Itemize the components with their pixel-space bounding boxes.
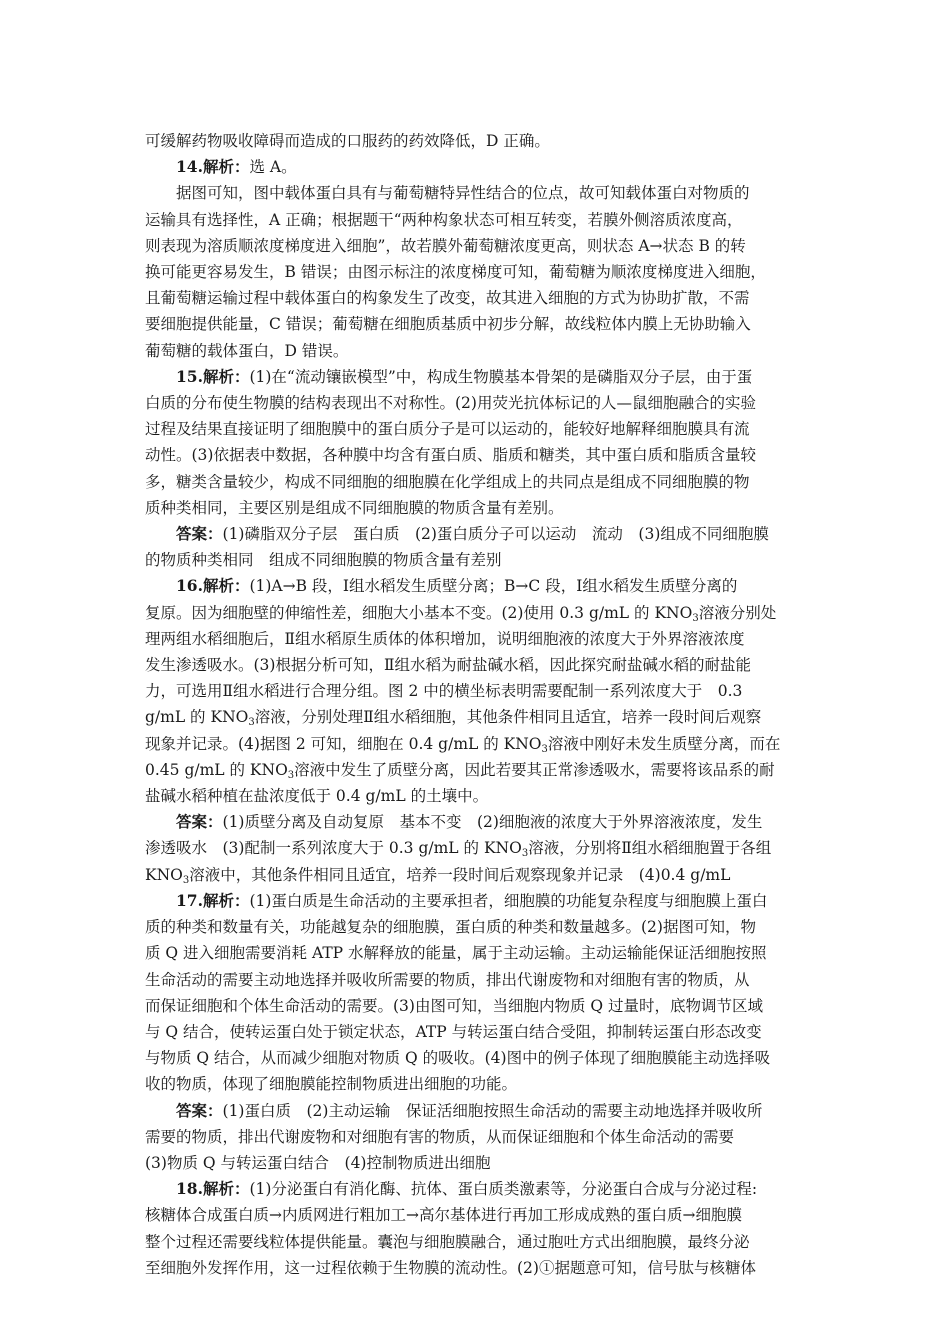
text-line: 整个过程还需要线粒体提供能量。囊泡与细胞膜融合，通过胞吐方式出细胞膜，最终分泌	[145, 1232, 750, 1251]
text-line: 则表现为溶质顺浓度梯度进入细胞”，故若膜外葡萄糖浓度更高，则状态 A→状态 B 的转	[145, 236, 746, 255]
answer-page	[145, 128, 810, 1281]
text-line: 质种类相同，主要区别是组成不同细胞膜的物质含量有差别。	[145, 498, 564, 517]
q16-heading	[145, 573, 810, 599]
text-line: 可缓解药物吸收障碍而造成的口服药的药效降低，D 正确。	[145, 132, 550, 150]
a16-answer	[145, 809, 810, 835]
text-line: 与物质 Q 结合，从而减少细胞对物质 Q 的吸收。(4)图中的例子体现了细胞膜能主动选择吸	[145, 1049, 771, 1068]
text-line: 过程及结果直接证明了细胞膜中的蛋白质分子是可以运动的，能较好地解释细胞膜具有流	[145, 420, 750, 439]
subscript: 3	[287, 769, 295, 781]
subscript: 3	[182, 874, 190, 886]
subscript: 3	[692, 612, 699, 624]
text-line	[145, 600, 810, 626]
text-span: (1)质壁分离及自动复原 基本不变 (2)细胞液的浓度大于外界溶液浓度，发生	[222, 813, 763, 832]
q15-label: 15.解析：	[176, 366, 250, 386]
text-line	[145, 835, 810, 861]
text-span: 渗透吸水 (3)配制一系列浓度大于 0.3 g/mL 的 KNO	[145, 839, 522, 858]
text-line: 力，可选用Ⅱ组水稻进行合理分组。图 2 中的横坐标表明需要配制一系列浓度大于 0.3	[145, 682, 743, 701]
text-line: (3)物质 Q 与转运蛋白结合 (4)控制物质进出细胞	[145, 1153, 491, 1172]
text-span: 溶液中刚好未发生质壁分离，而在	[547, 734, 781, 753]
text-line: 盐碱水稻种植在盐浓度低于 0.4 g/mL 的土壤中。	[145, 787, 489, 806]
q18-label: 18.解析：	[176, 1179, 250, 1199]
text-span: (1)A→B 段，Ⅰ组水稻发生质壁分离；B→C 段，Ⅰ组水稻发生质壁分离的	[249, 577, 738, 596]
text-line: 质 Q 进入细胞需要消耗 ATP 水解释放的能量，属于主动运输。主动运输能保证活细胞按照	[145, 944, 767, 963]
q18-heading	[145, 1176, 810, 1202]
text-line	[145, 757, 810, 783]
text-line: 收的物质，体现了细胞膜能控制物质进出细胞的功能。	[145, 1075, 518, 1094]
a15-answer	[145, 521, 810, 547]
q14-choice: 选 A。	[249, 158, 297, 177]
text-span: KNO	[145, 865, 183, 884]
answer-label: 答案：	[176, 812, 223, 832]
text-line: 运输具有选择性，A 正确；根据题干“两种构象状态可相互转变，若膜外侧溶质浓度高，	[145, 210, 743, 229]
subscript: 3	[541, 743, 548, 755]
q17-heading	[145, 888, 810, 914]
text-span: 溶液分别处	[698, 603, 777, 622]
text-span: g/mL 的 KNO	[145, 708, 249, 727]
text-span: (1)在“流动镶嵌模型”中，构成生物膜基本骨架的是磷脂双分子层，由于蛋	[249, 367, 753, 386]
text-span: (1)蛋白质是生命活动的主要承担者，细胞膜的功能复杂程度与细胞膜上蛋白	[249, 891, 768, 910]
answer-label: 答案：	[176, 1100, 223, 1120]
text-line: 的物质种类相同 组成不同细胞膜的物质含量有差别	[145, 551, 502, 570]
text-line: 理两组水稻细胞后，Ⅱ组水稻原生质体的体积增加，说明细胞液的浓度大于外界溶液浓度	[145, 629, 745, 648]
q14-label: 14.解析：	[176, 157, 250, 177]
text-line: 换可能更容易发生，B 错误；由图示标注的浓度梯度可知，葡萄糖为顺浓度梯度进入细胞，	[145, 263, 766, 282]
answer-label: 答案：	[176, 524, 223, 544]
subscript: 3	[521, 848, 529, 860]
text-span: 0.45 g/mL 的 KNO	[145, 760, 288, 779]
q14-heading	[145, 154, 810, 180]
text-line: 据图可知，图中载体蛋白具有与葡萄糖特异性结合的位点，故可知载体蛋白对物质的	[176, 184, 750, 203]
text-span: (1)分泌蛋白有消化酶、抗体、蛋白质类激素等，分泌蛋白合成与分泌过程:	[249, 1180, 758, 1199]
text-span: 溶液中发生了质壁分离，因此若要其正常渗透吸水，需要将该品系的耐	[294, 760, 775, 779]
text-line: 生命活动的需要主动地选择并吸收所需要的物质，排出代谢废物和对细胞有害的物质，从	[145, 970, 750, 989]
text-line: 与 Q 结合，使转运蛋白处于锁定状态，ATP 与转运蛋白结合受阻，抑制转运蛋白形态改变	[145, 1022, 762, 1041]
text-line	[145, 704, 810, 730]
a17-answer	[145, 1098, 810, 1124]
text-line: 质的种类和数量有关，功能越复杂的细胞膜，蛋白质的种类和数量越多。(2)据图可知，物	[145, 918, 756, 937]
text-line: 动性。(3)依据表中数据，各种膜中均含有蛋白质、脂质和糖类，其中蛋白质和脂质含量较	[145, 446, 756, 465]
q17-label: 17.解析：	[176, 890, 250, 910]
text-span: 溶液中，其他条件相同且适宜，培养一段时间后观察现象并记录 (4)0.4 g/mL	[189, 865, 731, 884]
text-span: 现象并记录。(4)据图 2 可知，细胞在 0.4 g/mL 的 KNO	[145, 734, 542, 753]
text-line: 葡萄糖的载体蛋白，D 错误。	[145, 341, 349, 360]
text-span: 复原。因为细胞壁的伸缩性差，细胞大小基本不变。(2)使用 0.3 g/mL 的 KNO	[145, 603, 693, 622]
text-span: (1)磷脂双分子层 蛋白质 (2)蛋白质分子可以运动 流动 (3)组成不同细胞膜	[222, 525, 769, 544]
text-span: (1)蛋白质 (2)主动运输 保证活细胞按照生命活动的需要主动地选择并吸收所	[222, 1101, 763, 1120]
text-line: 且葡萄糖运输过程中载体蛋白的构象发生了改变，故其进入细胞的方式为协助扩散，不需	[145, 289, 750, 308]
text-span: 溶液，分别处理Ⅱ组水稻细胞，其他条件相同且适宜，培养一段时间后观察	[254, 708, 762, 727]
text-line: 白质的分布使生物膜的结构表现出不对称性。(2)用荧光抗体标记的人—鼠细胞融合的实验	[145, 394, 756, 413]
text-line	[145, 731, 810, 757]
text-line: 要细胞提供能量，C 错误；葡萄糖在细胞质基质中初步分解，故线粒体内膜上无协助输入	[145, 315, 751, 334]
q15-heading	[145, 364, 810, 390]
text-line: 需要的物质，排出代谢废物和对细胞有害的物质，从而保证细胞和个体生命活动的需要	[145, 1127, 735, 1146]
text-line: 发生渗透吸水。(3)根据分析可知，Ⅱ组水稻为耐盐碱水稻，因此探究耐盐碱水稻的耐盐能	[145, 656, 751, 675]
text-line: 核糖体合成蛋白质→内质网进行粗加工→高尔基体进行再加工形成成熟的蛋白质→细胞膜	[145, 1206, 742, 1225]
text-line	[145, 862, 810, 888]
text-line: 而保证细胞和个体生命活动的需要。(3)由图可知，当细胞内物质 Q 过量时，底物调节区域	[145, 996, 764, 1015]
subscript: 3	[248, 717, 255, 729]
text-line: 多，糖类含量较少，构成不同细胞的细胞膜在化学组成上的共同点是组成不同细胞膜的物	[145, 472, 750, 491]
text-line: 至细胞外发挥作用，这一过程依赖于生物膜的流动性。(2)①据题意可知，信号肽与核糖体	[145, 1258, 756, 1277]
text-span: 溶液，分别将Ⅱ组水稻细胞置于各组	[528, 839, 772, 858]
q16-label: 16.解析：	[176, 576, 250, 596]
